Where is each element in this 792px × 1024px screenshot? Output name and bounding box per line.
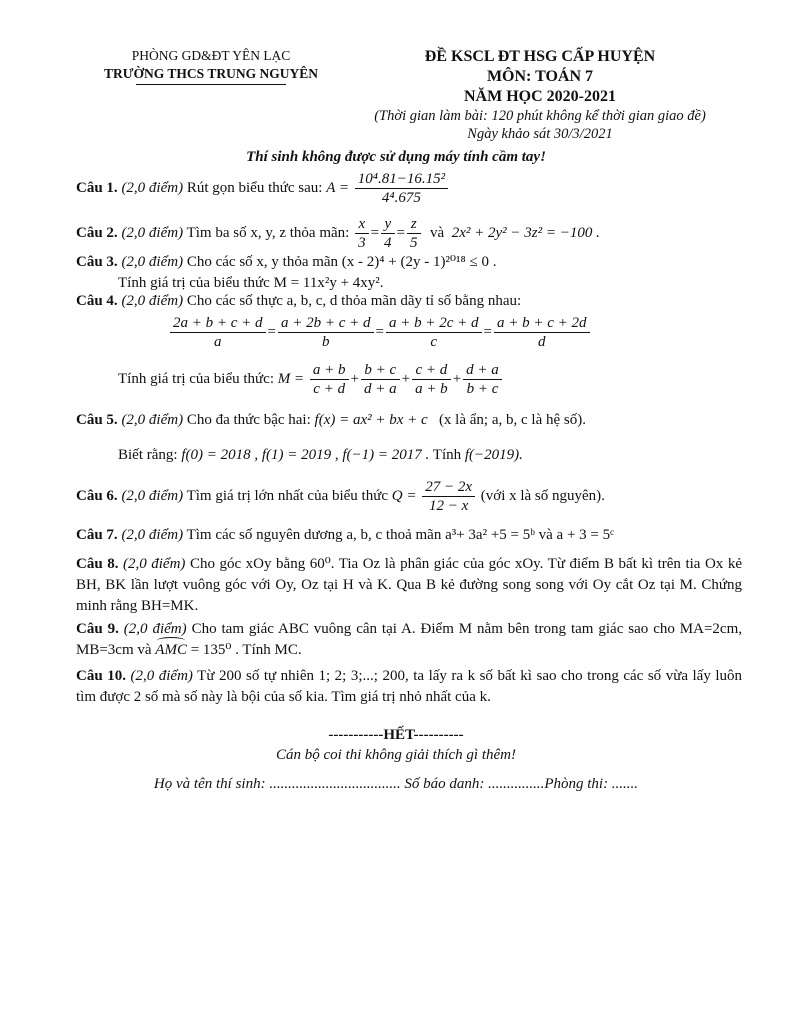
q6-denominator: 12 − x <box>428 498 469 514</box>
q2-fraction-z <box>407 215 421 252</box>
q4-label: Câu 4. <box>76 293 118 309</box>
q6-note: (với x là số nguyên). <box>480 487 605 504</box>
q8-text: Cho góc xOy bằng 60⁰. Tia Oz là phân giác của góc xOy. Từ điểm B bất kì trên tia Ox kẻ BH, BK lần lượt vuông góc với Oy, Oz tại H và K. Qua B kẻ đường song song với Oy cắt Oz tại M. Chứng minh rằng BH=MK. <box>76 556 742 614</box>
calculator-notice: Thí sinh không được sử dụng máy tính cầm tay! <box>246 149 546 165</box>
q4-s1-num: a + b <box>310 361 349 380</box>
q7-label: Câu 7. <box>76 527 118 543</box>
exam-year: NĂM HỌC 2020-2021 <box>464 88 616 105</box>
question-4 <box>76 291 742 398</box>
q5-calc: Tính <box>432 447 462 463</box>
q4-m: M = <box>277 370 305 387</box>
q4-s3-num: c + d <box>412 361 451 380</box>
q3-points: (2,0 điểm) <box>121 254 184 270</box>
exam-title: ĐỀ KSCL ĐT HSG CẤP HUYỆN <box>424 48 656 65</box>
q4-s4-den: b + c <box>466 381 499 397</box>
q9-label: Câu 9. <box>76 621 119 637</box>
proctor-note: Cán bộ coi thi không giải thích gì thêm! <box>276 747 516 763</box>
q1-fraction <box>355 170 448 207</box>
q3-line2: Tính giá trị của biểu thức M = 11x²y + 4xy². <box>118 275 384 291</box>
exam-end-mark: -----------HẾT---------- <box>328 727 464 743</box>
q4-ratio-4 <box>494 314 590 351</box>
q4-r1-den: a <box>214 334 222 350</box>
q4-line2: Tính giá trị của biểu thức: M = $\frac{a + b}{c + d}$ + $\frac{b + c}{d + a}$ + $\frac{c + d}{a + b}$ + $\frac{d + a}{b + c}$ <box>76 361 742 398</box>
q5-note: (x là ẩn; a, b, c là hệ số). <box>438 412 586 428</box>
department-name: PHÒNG GD&ĐT YÊN LẠC <box>131 48 291 63</box>
q4-sum-3 <box>412 361 451 398</box>
q2-and: và <box>430 224 445 241</box>
question-3 <box>76 252 742 294</box>
q4-sum-2 <box>361 361 400 398</box>
header-right <box>330 47 750 143</box>
q4-text: Cho các số thực a, b, c, d thỏa mãn dãy tỉ số bằng nhau: <box>186 293 522 309</box>
q6-q: Q = <box>391 487 417 504</box>
question-9 <box>76 619 742 661</box>
candidate-info-line: Họ và tên thí sinh: ................................... Số báo danh: ...............Phòng thi: ....... <box>153 776 639 792</box>
q1-points: (2,0 điểm) <box>121 179 184 196</box>
q2-equation: 2x² + 2y² − 3z² = −100 . <box>451 224 600 241</box>
q4-r3-num: a + b + 2c + d <box>386 314 482 333</box>
q9-angle: AMC <box>155 640 187 661</box>
q4-s2-den: d + a <box>363 381 397 397</box>
q4-sum-4 <box>463 361 502 398</box>
q7-text: Tìm các số nguyên dương a, b, c thoả mãn a³+ 3a² +5 = 5ᵇ và a + 3 = 5ᶜ <box>186 527 614 543</box>
question-1 <box>76 170 742 207</box>
q10-label: Câu 10. <box>76 668 126 684</box>
q5-given: Biết rằng: <box>118 447 178 463</box>
question-10 <box>76 666 742 708</box>
q2-fy-num: y <box>381 215 395 234</box>
q2-text: Tìm ba số x, y, z thỏa mãn: <box>186 224 350 241</box>
q2-fx-den: 3 <box>358 235 366 251</box>
q4-r4-num: a + b + c + 2d <box>494 314 590 333</box>
q2-fraction-y <box>381 215 395 252</box>
q4-r3-den: c <box>430 334 438 350</box>
q6-numerator: 27 − 2x <box>422 478 475 497</box>
q2-fx-num: x <box>355 215 369 234</box>
q2-points: (2,0 điểm) <box>121 224 184 241</box>
q5-poly: f(x) = ax² + bx + c <box>314 412 428 428</box>
q2-fraction-x <box>355 215 369 252</box>
q2-fz-den: 5 <box>410 235 418 251</box>
q6-text: Tìm giá trị lớn nhất của biểu thức <box>186 487 389 504</box>
q4-sum-1 <box>310 361 349 398</box>
q9-angle-value: = 135⁰ . Tính MC. <box>190 642 302 658</box>
question-6 <box>76 478 742 515</box>
q4-ratios: $\frac{2a + b + c + d}{a}$ = $\frac{a + 2b + c + d}{b}$ = $\frac{a + b + 2c + d}{c}$ = $\frac{a + b + c + 2d}{d}$ <box>76 314 742 351</box>
q1-denominator: 4⁴.675 <box>381 190 421 206</box>
question-5 <box>76 410 742 466</box>
q1-lhs: A = <box>326 179 349 196</box>
q5-points: (2,0 điểm) <box>121 412 184 428</box>
question-7 <box>76 525 742 546</box>
q3-label: Câu 3. <box>76 254 118 270</box>
q5-label: Câu 5. <box>76 412 118 428</box>
q3-text: Cho các số x, y thỏa mãn (x - 2)⁴ + (2y - 1)²⁰¹⁸ ≤ 0 . <box>186 254 497 270</box>
q4-line2-text: Tính giá trị của biểu thức: <box>118 370 274 387</box>
q7-points: (2,0 điểm) <box>121 527 184 543</box>
q9-text: Cho tam giác ABC vuông cân tại A. Điểm M nằm bên trong tam giác sao cho MA=2cm, MB=3cm và <box>76 621 743 658</box>
q5-text: Cho đa thức bậc hai: <box>186 412 311 428</box>
q5-values: f(0) = 2018 , f(1) = 2019 , f(−1) = 2017 . <box>181 447 430 463</box>
q4-ratio-3 <box>386 314 482 351</box>
q2-fz-num: z <box>407 215 421 234</box>
q1-label: Câu 1. <box>76 179 118 196</box>
q5-target: f(−2019). <box>464 447 523 463</box>
q4-r4-den: d <box>538 334 546 350</box>
school-underline <box>136 84 286 85</box>
q6-points: (2,0 điểm) <box>121 487 184 504</box>
question-2: Câu 2. (2,0 điểm) Tìm ba số x, y, z thỏa mãn: $\frac{x}{3}$ = $\frac{y}{4}$ = $\frac{z}{5}$ và 2x² + 2y² − 3z² = −100 . <box>76 216 600 251</box>
q4-ratio-2 <box>278 314 374 351</box>
q4-s1-den: c + d <box>313 381 346 397</box>
q1-numerator: 10⁴.81−16.15² <box>355 170 448 189</box>
q8-label: Câu 8. <box>76 556 119 572</box>
q10-points: (2,0 điểm) <box>130 668 193 684</box>
exam-subject: MÔN: TOÁN 7 <box>486 68 594 85</box>
q2-label: Câu 2. <box>76 224 118 241</box>
q4-r1-num: 2a + b + c + d <box>170 314 266 333</box>
school-name: TRƯỜNG THCS TRUNG NGUYÊN <box>104 66 318 81</box>
q10-text: Từ 200 số tự nhiên 1; 2; 3;...; 200, ta lấy ra k số bất kì sao cho trong các số vừa lấy luôn tìm được 2 số mà số này là bội của số kia. Tìm giá trị nhỏ nhất của k. <box>76 668 743 705</box>
q1-text: Rút gọn biểu thức sau: <box>186 179 323 196</box>
q5-line2 <box>76 445 742 466</box>
q4-s4-num: d + a <box>463 361 502 380</box>
q4-points: (2,0 điểm) <box>121 293 184 309</box>
question-8 <box>76 554 742 617</box>
q4-s3-den: a + b <box>415 381 448 397</box>
q4-r2-num: a + 2b + c + d <box>278 314 374 333</box>
q9-points: (2,0 điểm) <box>123 621 187 637</box>
q6-fraction <box>422 478 475 515</box>
q4-s2-num: b + c <box>361 361 400 380</box>
q4-ratio-1 <box>170 314 266 351</box>
exam-time: (Thời gian làm bài: 120 phút không kể thời gian giao đề) <box>374 108 706 124</box>
q2-fy-den: 4 <box>384 235 392 251</box>
header-left <box>86 47 336 85</box>
exam-date: Ngày khảo sát 30/3/2021 <box>467 126 613 142</box>
q8-points: (2,0 điểm) <box>122 556 186 572</box>
q6-label: Câu 6. <box>76 487 118 504</box>
q4-r2-den: b <box>322 334 330 350</box>
